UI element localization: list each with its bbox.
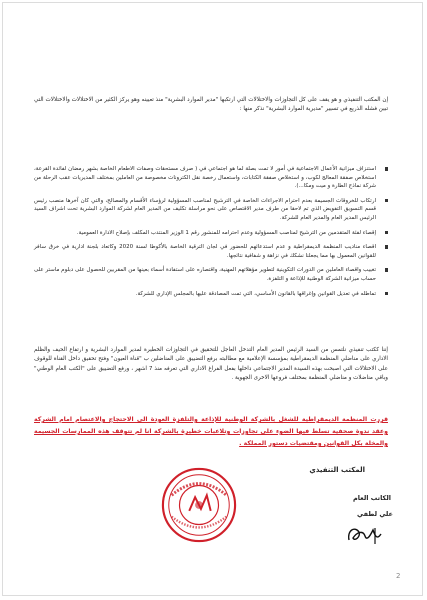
list-item xyxy=(34,243,390,260)
list-item xyxy=(34,197,390,223)
list-item-text: ارتكاب للخروقات الجسيمة بعدم احترام الاجراءات الخاصة في الترشيح لمناصب المسؤولية لرؤساء الأقسام والمصالح، والتي كان آخرها منصب رئيس قسم التسويق التفويض الذي تم لاحقا من طرف مدير الاقتصاص على نحو مراسلة تكليف من المدير العام لشركة الموارد البشرية تحت اشراف السيد الرئيس المدير العام والمدير العام للشركة. xyxy=(34,197,376,221)
decision-statement: قررت المنظمة الديمقراطية للشغل بالشركة الوطنية للإذاعة والتلفزة العودة الى الاحتجاج والاعتصام امام الشركة وعقد ندوة صحفية تسلط فيها الضوء على تجاوزات وتلاعبات خطيرة بالشركة انا لم تتوقف هذه الممارسات الجسيمة والمخلة بكل القوانين ومقتضيات دستور المملكة . xyxy=(34,416,388,447)
list-item-text: تغييب واقصاء العاملين من الدورات التكوينية لتطوير مؤهلاتهم المهنية، واقتصاره على استفادة أسماء بعينها من المقربين للحصول على دبلوم ماستر على حساب ميزانية الشركة الوطنية للإذاعة و التلفزة. xyxy=(34,267,376,282)
list-item xyxy=(34,165,390,191)
list-item-text: اقصاء مناديب المنظمة الديمقراطية و عدم استدعائهم للحضور في لجان الترقية الخاصة بالأكوطا لسنة 2020 وكاتعاد بلجنة ادارية في خرق سافر للقوانين المعمول بها مما يجعلنا نشكك في نزاهة و شفافية نتائجها. xyxy=(34,244,376,259)
page-number: 2 xyxy=(396,572,401,580)
union-stamp xyxy=(160,466,238,544)
list-item xyxy=(34,290,390,299)
list-item-text: تماطله في تعديل القوانين وإغراقها بالقانون الأساسي، التي تمت المصادقة عليها بالمجلس الإداري للشركة. xyxy=(135,290,376,297)
intro-paragraph: إن المكتب التنفيذي و هو يقف على كل التجاوزات والاختلالات التي ارتكبها "مدير الموارد البشرية" منذ تعيينه وهو يركز الكثير من الاختلالات والاختلالات التي تبين فشله الذريع في تسيير "مديرية الموارد البشرية" نذكر منها : xyxy=(34,97,388,113)
square-bullet-icon xyxy=(385,292,389,296)
handwritten-signature xyxy=(345,522,387,548)
signatory-office: المكتب التنفيذي xyxy=(309,466,365,474)
signatory-role: الكاتب العام xyxy=(352,494,391,502)
square-bullet-icon xyxy=(385,167,389,171)
grievance-list xyxy=(34,165,390,304)
list-item xyxy=(34,266,390,283)
square-bullet-icon xyxy=(385,245,389,249)
square-bullet-icon xyxy=(385,199,389,203)
list-item-text: إقصاء لفئة المتقدمين من الترشيح لمناصب المسؤولية وعدم احترامه للمنشور رقم 1 الوزير المنتدب المكلف بإصلاح الادارة العمومية. xyxy=(76,229,376,236)
demands-paragraph: إننا ككتب تنفيذي نلتمس من السيد الرئيس المدير العام التدخل العاجل للتحقيق في التجاوزات الخطيرة لمدير الموارد البشرية و ارتفاع الحيف والظلم الاداري على مناضلي المنظمة الديمقراطية بمؤسسة الإعلامية مع مطالبته برفع التضييق على المناضلين ب "قناة العيون" وفتح تحقيق داخل القناة للوقوف على الاختلالات التي اصبحت بهذه السيدة المدير الاجتماعي داخلها بفعل الفراغ الاداري التي تعرفه منذ 7 اشهر ، ورفع التضييق على "الكتب العام الوطني" وباقي مناضلات و مناضلي المنظمة بمختلف فروعها الاخرى الجهوية . xyxy=(34,347,388,381)
signatory-name: علي لطفي xyxy=(357,510,393,518)
square-bullet-icon xyxy=(385,231,389,235)
list-item-text: استنزاف ميزانية الأعمال الاجتماعية في أمور لا تمت بصلة لما هو اجتماعي في ( صرف مستحقات وصفات الاطعام الخاصة بشهر رمضان لفائدة القرعة، استخلاص صفقة المعالج لكوب، و استخلاص صفقة الكتابات، واستعمال رخصة نقل الكترونات مخصوصة من العاملين بمختلف المديريات عقب الرحلة من شركة نماذج الطارة و ميت ومكا...). xyxy=(34,166,376,190)
square-bullet-icon xyxy=(385,268,389,272)
list-item xyxy=(34,229,390,238)
